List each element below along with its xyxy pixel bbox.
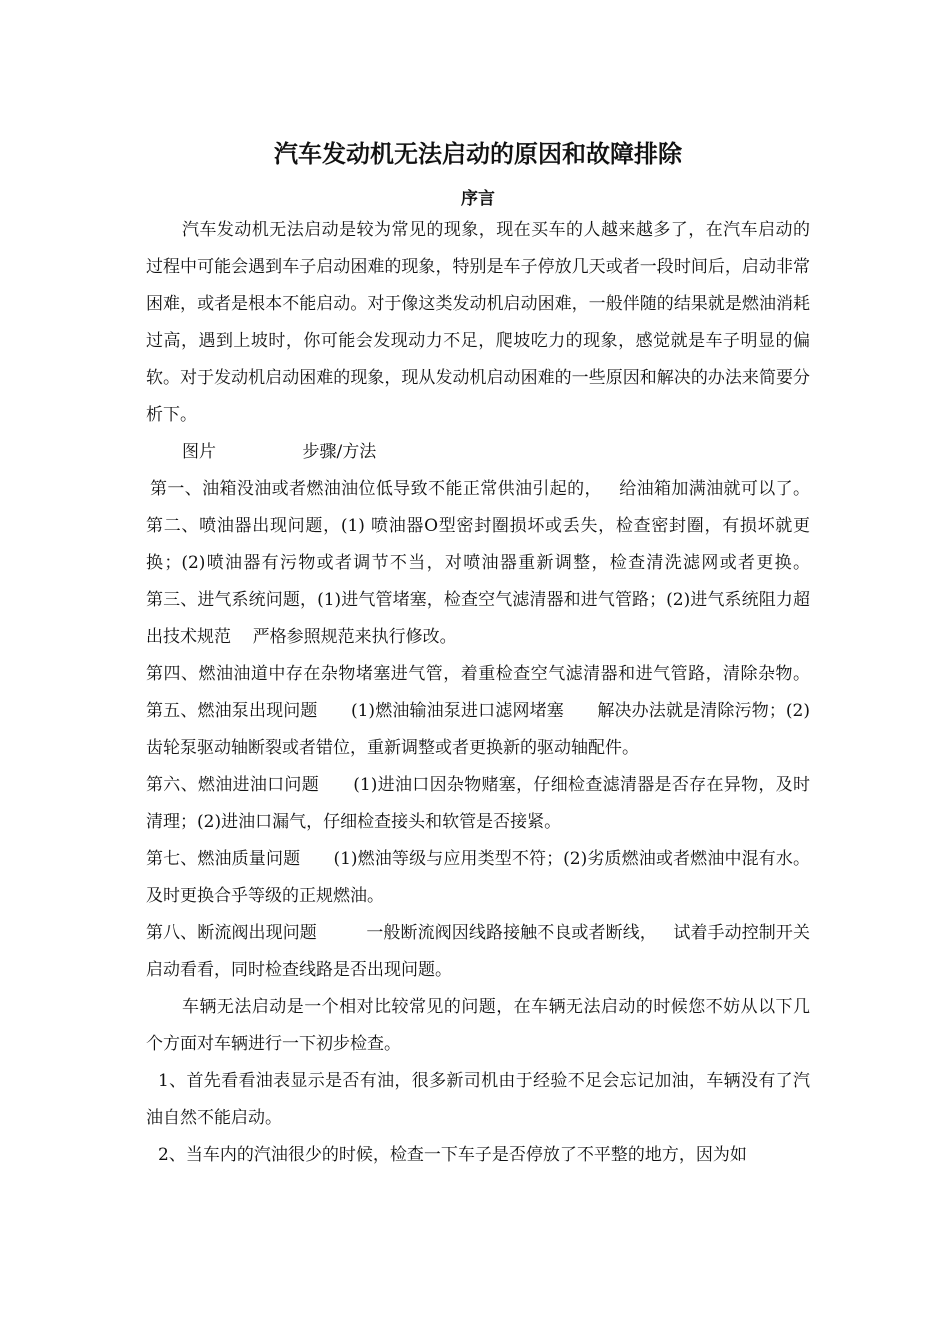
step-8-paragraph: 第八、断流阀出现问题 一般断流阀因线路接触不良或者断线， 试着手动控制开关启动看看，同时检查线路是否出现问题。 bbox=[146, 923, 810, 980]
steps-paragraph-2: 第四、燃油油道中存在杂物堵塞进气管，着重检查空气滤清器和进气管路，清除杂物。 第五、燃油泵出现问题 (1)燃油输油泵进口滤网堵塞 解决办法就是清除污物；(2)齿轮泵驱动轴断裂或者错位，重新调整或者更换新的驱动轴配件。 bbox=[146, 664, 843, 758]
steps-paragraph-1: 第一、油箱没油或者燃油油位低导致不能正常供油引起的， 给油箱加满油就可以了。 第二、喷油器出现问题，(1) 喷油器O型密封圈损坏或丢失，检查密封圈，有损坏就更换；(2)喷油器有污物或者调节不当，对喷油器重新调整，检查清洗滤网或者更换。 第三、进气系统问题，(1)进气管堵塞，检查空气滤清器和进气管路；(2)进气系统阻力超出技术规范 严格参照规范来执行修改。 bbox=[146, 479, 843, 647]
step-7-paragraph: 第七、燃油质量问题 (1)燃油等级与应用类型不符；(2)劣质燃油或者燃油中混有水。及时更换合乎等级的正规燃油。 bbox=[146, 849, 810, 906]
intro-paragraph: 汽车发动机无法启动是较为常见的现象，现在买车的人越来越多了，在汽车启动的过程中可能会遇到车子启动困难的现象，特别是车子停放几天或者一段时间后，启动非常困难，或者是根本不能启动。对于像这类发动机启动困难，一般伴随的结果就是燃油消耗过高，遇到上坡时，你可能会发现动力不足，爬坡吃力的现象，感觉就是车子明显的偏软。对于发动机启动困难的现象，现从发动机启动困难的一些原因和解决的办法来简要分析下。 bbox=[146, 220, 810, 425]
document-page bbox=[146, 120, 843, 1174]
document-title: 汽车发动机无法启动的原因和故障排除 bbox=[274, 140, 682, 168]
check-item-1: 1、首先看看油表显示是否有油，很多新司机由于经验不足会忘记加油，车辆没有了汽油自然不能启动。 bbox=[146, 1071, 810, 1128]
step-6-paragraph: 第六、燃油进油口问题 (1)进油口因杂物赌塞，仔细检查滤清器是否存在异物，及时清理；(2)进油口漏气，仔细检查接头和软管是否接紧。 bbox=[146, 775, 810, 832]
table-header: 图片 步骤/方法 bbox=[182, 442, 377, 462]
check-item-2: 2、当车内的汽油很少的时候，检查一下车子是否停放了不平整的地方，因为如 bbox=[158, 1145, 747, 1165]
check-intro-paragraph: 车辆无法启动是一个相对比较常见的问题，在车辆无法启动的时候您不妨从以下几个方面对车辆进行一下初步检查。 bbox=[146, 997, 810, 1054]
preface-heading: 序言 bbox=[461, 189, 495, 209]
